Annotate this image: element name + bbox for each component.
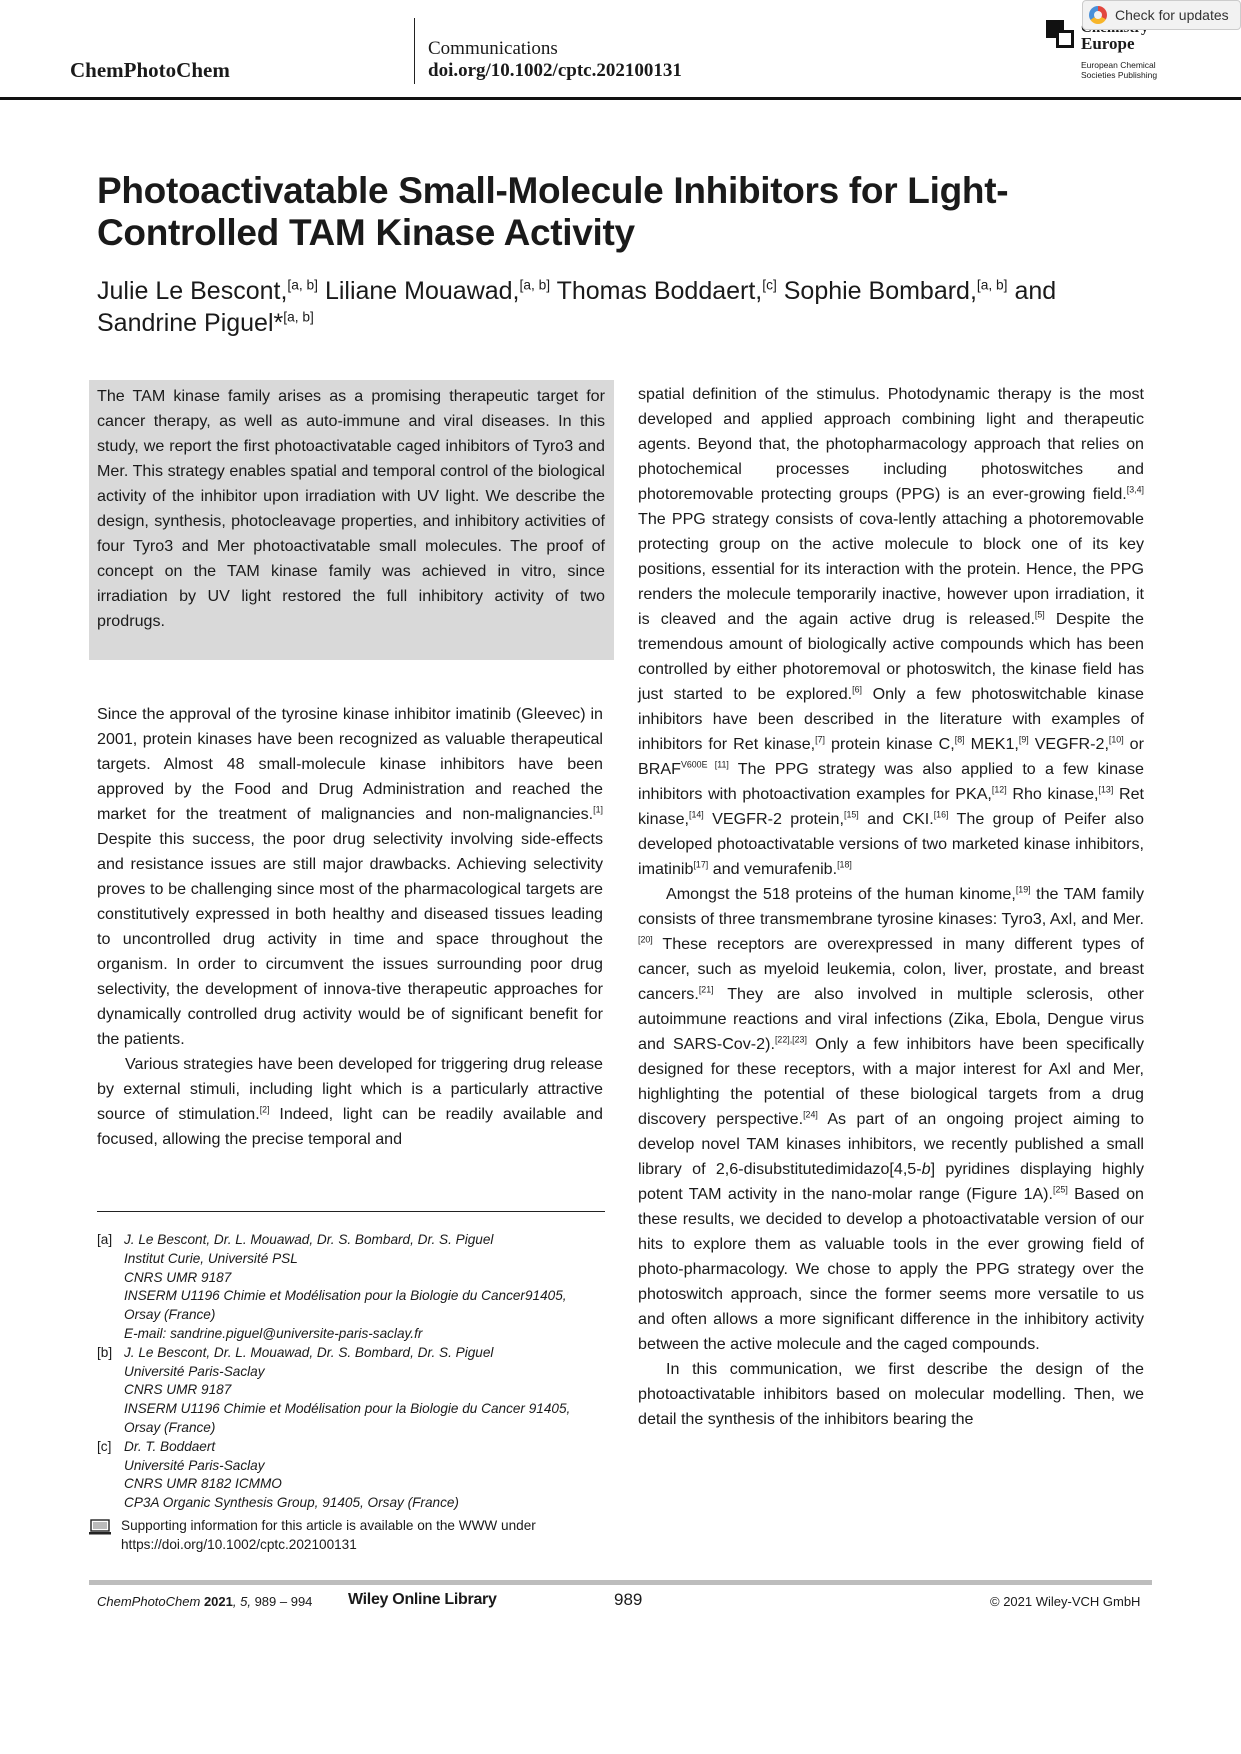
text-run: spatial definition of the stimulus. Photodynamic therapy is the most developed and applied approach combining light and therapeutic agents. Beyond that, the photopharmacology approach that relies on photochemical processes including photoswitches and photoremovable protecting groups (PPG) is an ever-growing field. bbox=[638, 385, 1144, 503]
citation-ref: [18] bbox=[837, 859, 852, 870]
author-affiliation-mark: [a, b] bbox=[287, 277, 318, 293]
header-divider bbox=[414, 18, 415, 84]
affiliation bbox=[97, 1344, 605, 1438]
citation-ref: [24] bbox=[803, 1109, 818, 1120]
affiliation-line: E-mail: sandrine.piguel@universite-paris-saclay.fr bbox=[124, 1325, 423, 1341]
citation-ref: [22],[23] bbox=[774, 1034, 807, 1045]
abstract-text: The TAM kinase family arises as a promising therapeutic target for cancer therapy, as well as auto-immune and viral diseases. In this study, we report the first photoactivatable caged inhibitors of Tyro3 and Mer. This strategy enables spatial and temporal control of the biological activity of the inhibitor upon irradiation with UV light. We describe the design, synthesis, photocleavage properties, and inhibitory activities of four Tyro3 and Mer photoactivatable small molecules. The proof of concept on the TAM kinase family was achieved in vitro, since irradiation by UV light restored the full inhibitory activity of two prodrugs. bbox=[97, 387, 605, 630]
text-run: The PPG strategy was also applied to a few kinase inhibitors with photoactivation examples for PKA, bbox=[638, 760, 1145, 803]
text-run: Amongst the 518 proteins of the human kinome, bbox=[666, 885, 1016, 903]
paragraph bbox=[97, 702, 603, 1052]
wiley-online-library-link[interactable]: Wiley Online Library bbox=[348, 1591, 497, 1608]
citation-ref: V600E bbox=[680, 759, 708, 770]
citation-ref: [8] bbox=[954, 734, 965, 745]
citation-ref: [6] bbox=[852, 684, 862, 695]
italic-run: b bbox=[921, 1160, 931, 1178]
text-run: Since the approval of the tyrosine kinase inhibitor imatinib (Gleevec) in 2001, protein kinases have been recognized as valuable therapeutical targets. Almost 48 small-molecule kinase inhibitors have been approved by the Food and Drug Administration and reached the market for the treatment of malignancies and non-malignancies. bbox=[97, 705, 603, 823]
text-run: Ret kinase, bbox=[638, 785, 1144, 828]
affiliation bbox=[97, 1231, 605, 1344]
text-run: Only a few inhibitors have been specifically designed for these receptors, with a major interest for Axl and Mer, highlighting the potential of these biological targets from a drug discovery perspective. bbox=[638, 1035, 1144, 1128]
author-name: Sandrine Piguel* bbox=[97, 309, 284, 337]
text-run: or BRAF bbox=[638, 735, 1144, 778]
citation-ref: [5] bbox=[1034, 609, 1045, 620]
citation-ref: [10] bbox=[1108, 734, 1124, 745]
crossmark-icon bbox=[1089, 6, 1107, 24]
citation-ref: [12] bbox=[991, 784, 1007, 795]
author-affiliation-mark: [a, b] bbox=[519, 277, 551, 293]
publisher-name-2: Europe bbox=[1081, 34, 1135, 53]
text-run: the TAM family consists of three transmembrane tyrosine kinases: Tyro3, Axl, and Mer. bbox=[638, 885, 1144, 928]
body-column-right bbox=[638, 382, 1144, 1432]
author-name: Thomas Boddaert, bbox=[556, 277, 763, 305]
text-run: As part of an ongoing project aiming to develop novel TAM kinases inhibitors, we recently published a small library of 2,6-disubstitutedimidazo[4,5- bbox=[638, 1110, 1144, 1178]
computer-icon bbox=[89, 1519, 111, 1535]
section-label: Communications bbox=[428, 38, 558, 59]
author-list bbox=[97, 275, 1147, 339]
text-run: In this communication, we first describe the design of the photoactivatable inhibitors based on molecular modelling. Then, we detail the synthesis of the inhibitors bearing the bbox=[638, 1360, 1144, 1428]
journal-name: ChemPhotoChem bbox=[70, 58, 230, 82]
citation-ref: [14] bbox=[689, 809, 704, 820]
affiliation-body bbox=[124, 1344, 570, 1438]
text-run: and vemurafenib. bbox=[708, 860, 838, 878]
author-name: Liliane Mouawad, bbox=[324, 277, 520, 305]
affiliations bbox=[97, 1231, 605, 1513]
citation-ref: [19] bbox=[1015, 884, 1031, 895]
affiliation-line: Université Paris-Saclay bbox=[124, 1457, 265, 1473]
text-run: Despite the tremendous amount of biologically active compounds which has been controlled by either photoremoval or photoswitch, the kinase field has just started to be explored. bbox=[638, 610, 1144, 703]
affiliation-line: Orsay (France) bbox=[124, 1419, 216, 1435]
affiliation-label: [a] bbox=[97, 1232, 113, 1247]
text-run: ] pyridines displaying highly potent TAM activity in the nano-molar range (Figure 1A). bbox=[638, 1160, 1145, 1203]
paragraph bbox=[97, 1052, 603, 1152]
text-run: Only a few photoswitchable kinase inhibitors have been described in the literature with examples of inhibitors for Ret kinase, bbox=[638, 685, 1144, 753]
author-affiliation-mark: [a, b] bbox=[283, 309, 314, 325]
citation-ref: [20] bbox=[638, 934, 653, 945]
text-run: The PPG strategy consists of cova-lently attaching a photoremovable protecting group on the active molecule to block one of its key positions, essential for its interaction with the protein. Hence, the PPG renders the molecule temporarily inactive, however upon irradiation, it is cleaved and the again active drug is released. bbox=[638, 510, 1144, 628]
text-run: Various strategies have been developed for triggering drug release by external stimuli, including light which is a particularly attractive source of stimulation. bbox=[97, 1055, 603, 1123]
paragraph bbox=[638, 882, 1144, 1357]
doi-link[interactable]: doi.org/10.1002/cptc.202100131 bbox=[428, 60, 682, 81]
citation-ref: [17] bbox=[693, 859, 709, 870]
paragraph bbox=[638, 1357, 1144, 1432]
affiliation-line: J. Le Bescont, Dr. L. Mouawad, Dr. S. Bombard, Dr. S. Piguel bbox=[124, 1344, 494, 1360]
footer-rule bbox=[89, 1580, 1152, 1585]
page-number: 989 bbox=[614, 1590, 643, 1609]
citation-ref: [15] bbox=[843, 809, 859, 820]
citation-ref: [2] bbox=[259, 1104, 270, 1115]
author-name: Sophie Bombard, bbox=[783, 277, 977, 305]
author-name: Julie Le Bescont, bbox=[97, 277, 288, 305]
affiliation-line: CNRS UMR 8182 ICMMO bbox=[124, 1476, 282, 1492]
author-affiliation-mark: [a, b] bbox=[976, 277, 1008, 293]
check-updates-label: Check for updates bbox=[1115, 7, 1229, 23]
text-run: The group of Peifer also developed photoactivatable versions of two marketed kinase inhibitors, imatinib bbox=[638, 810, 1144, 878]
article-title: Photoactivatable Small-Molecule Inhibitors for Light-Controlled TAM Kinase Activity bbox=[97, 170, 1009, 253]
text-run: protein kinase C, bbox=[825, 735, 955, 753]
supporting-info-text: Supporting information for this article is available on the WWW under https://doi.org/10.1002/cptc.202100131 bbox=[121, 1518, 536, 1552]
affiliation-line: Orsay (France) bbox=[124, 1307, 216, 1323]
text-run: Rho kinase, bbox=[1006, 785, 1099, 803]
text-run: VEGFR-2, bbox=[1028, 735, 1109, 753]
check-updates-button[interactable] bbox=[1082, 0, 1241, 30]
text-run: Based on these results, we decided to develop a photoactivatable version of our hits to explore them as valuable tools in the ever growing field of photo-pharmacology. We chose to apply the PPG strategy over the photoswitch approach, since the former seems more versatile to us and often allows a more significant difference in the inhibitory activity between the active molecule and the caged compounds. bbox=[638, 1185, 1144, 1353]
citation-ref: [9] bbox=[1018, 734, 1029, 745]
copyright: © 2021 Wiley-VCH GmbH bbox=[990, 1594, 1141, 1609]
footnote-rule bbox=[97, 1211, 605, 1212]
footer-journal: ChemPhotoChem bbox=[97, 1594, 204, 1609]
text-run: They are also involved in multiple sclerosis, other autoimmune reactions and viral infections (Zika, Ebola, Dengue virus and SARS-Cov-2). bbox=[638, 985, 1144, 1053]
footer-pages: 989 – 994 bbox=[250, 1594, 313, 1609]
affiliation-line: Dr. T. Boddaert bbox=[124, 1438, 216, 1454]
paragraph bbox=[638, 382, 1144, 882]
text-run: VEGFR-2 protein, bbox=[703, 810, 844, 828]
citation-ref: [1] bbox=[593, 804, 603, 815]
affiliation-line: INSERM U1196 Chimie et Modélisation pour la Biologie du Cancer 91405, bbox=[124, 1401, 571, 1417]
affiliation-label: [b] bbox=[97, 1344, 113, 1360]
affiliation-label: [c] bbox=[97, 1438, 112, 1454]
citation-ref: [7] bbox=[815, 734, 825, 745]
supporting-info bbox=[89, 1517, 605, 1555]
body-column-left bbox=[97, 702, 603, 1152]
citation-ref: [16] bbox=[933, 809, 949, 820]
chemistry-europe-logo-icon bbox=[1046, 20, 1076, 50]
citation-ref: [11] bbox=[707, 759, 729, 770]
citation-ref: [3,4] bbox=[1126, 484, 1144, 495]
citation-ref: [25] bbox=[1053, 1184, 1068, 1195]
affiliation-body bbox=[124, 1231, 567, 1344]
author-name: and bbox=[1014, 277, 1057, 305]
text-run: These receptors are overexpressed in many different types of cancer, such as myeloid leukemia, colon, liver, prostate, and breast cancers. bbox=[638, 935, 1144, 1003]
footer-citation bbox=[97, 1594, 312, 1609]
author-affiliation-mark: [c] bbox=[762, 277, 777, 293]
affiliation-line: Université Paris-Saclay bbox=[124, 1363, 265, 1379]
footer-year: 2021 bbox=[203, 1594, 233, 1609]
text-run: and CKI. bbox=[858, 810, 934, 828]
affiliation-line: CNRS UMR 9187 bbox=[124, 1269, 232, 1285]
affiliation-line: J. Le Bescont, Dr. L. Mouawad, Dr. S. Bombard, Dr. S. Piguel bbox=[124, 1232, 494, 1247]
affiliation bbox=[97, 1438, 605, 1513]
publisher-subtitle: European Chemical Societies Publishing bbox=[1081, 60, 1158, 80]
affiliation-body bbox=[124, 1438, 459, 1513]
affiliation-line: CP3A Organic Synthesis Group, 91405, Orsay (France) bbox=[124, 1495, 459, 1511]
citation-ref: [21] bbox=[698, 984, 714, 995]
affiliation-line: Institut Curie, Université PSL bbox=[124, 1250, 298, 1266]
header-rule bbox=[0, 97, 1241, 100]
affiliation-line: CNRS UMR 9187 bbox=[124, 1382, 232, 1398]
citation-ref: [13] bbox=[1098, 784, 1114, 795]
affiliation-line: INSERM U1196 Chimie et Modélisation pour la Biologie du Cancer91405, bbox=[124, 1288, 567, 1304]
text-run: MEK1, bbox=[964, 735, 1019, 753]
text-run: Indeed, light can be readily available and focused, allowing the precise temporal and bbox=[97, 1105, 603, 1148]
text-run: Despite this success, the poor drug selectivity involving side-effects and resistance issues are still major drawbacks. Achieving selectivity proves to be challenging since most of the pharmacological targets are constitutively expressed in both healthy and diseased tissues leading to uncontrolled drug activity in time and space throughout the organism. In order to circumvent the issues surrounding poor drug selectivity, the development of innova-tive therapeutic approaches for dynamically controlled drug activity would be of significant benefit for the patients. bbox=[97, 830, 603, 1048]
footer-volume: , 5, bbox=[232, 1594, 251, 1609]
